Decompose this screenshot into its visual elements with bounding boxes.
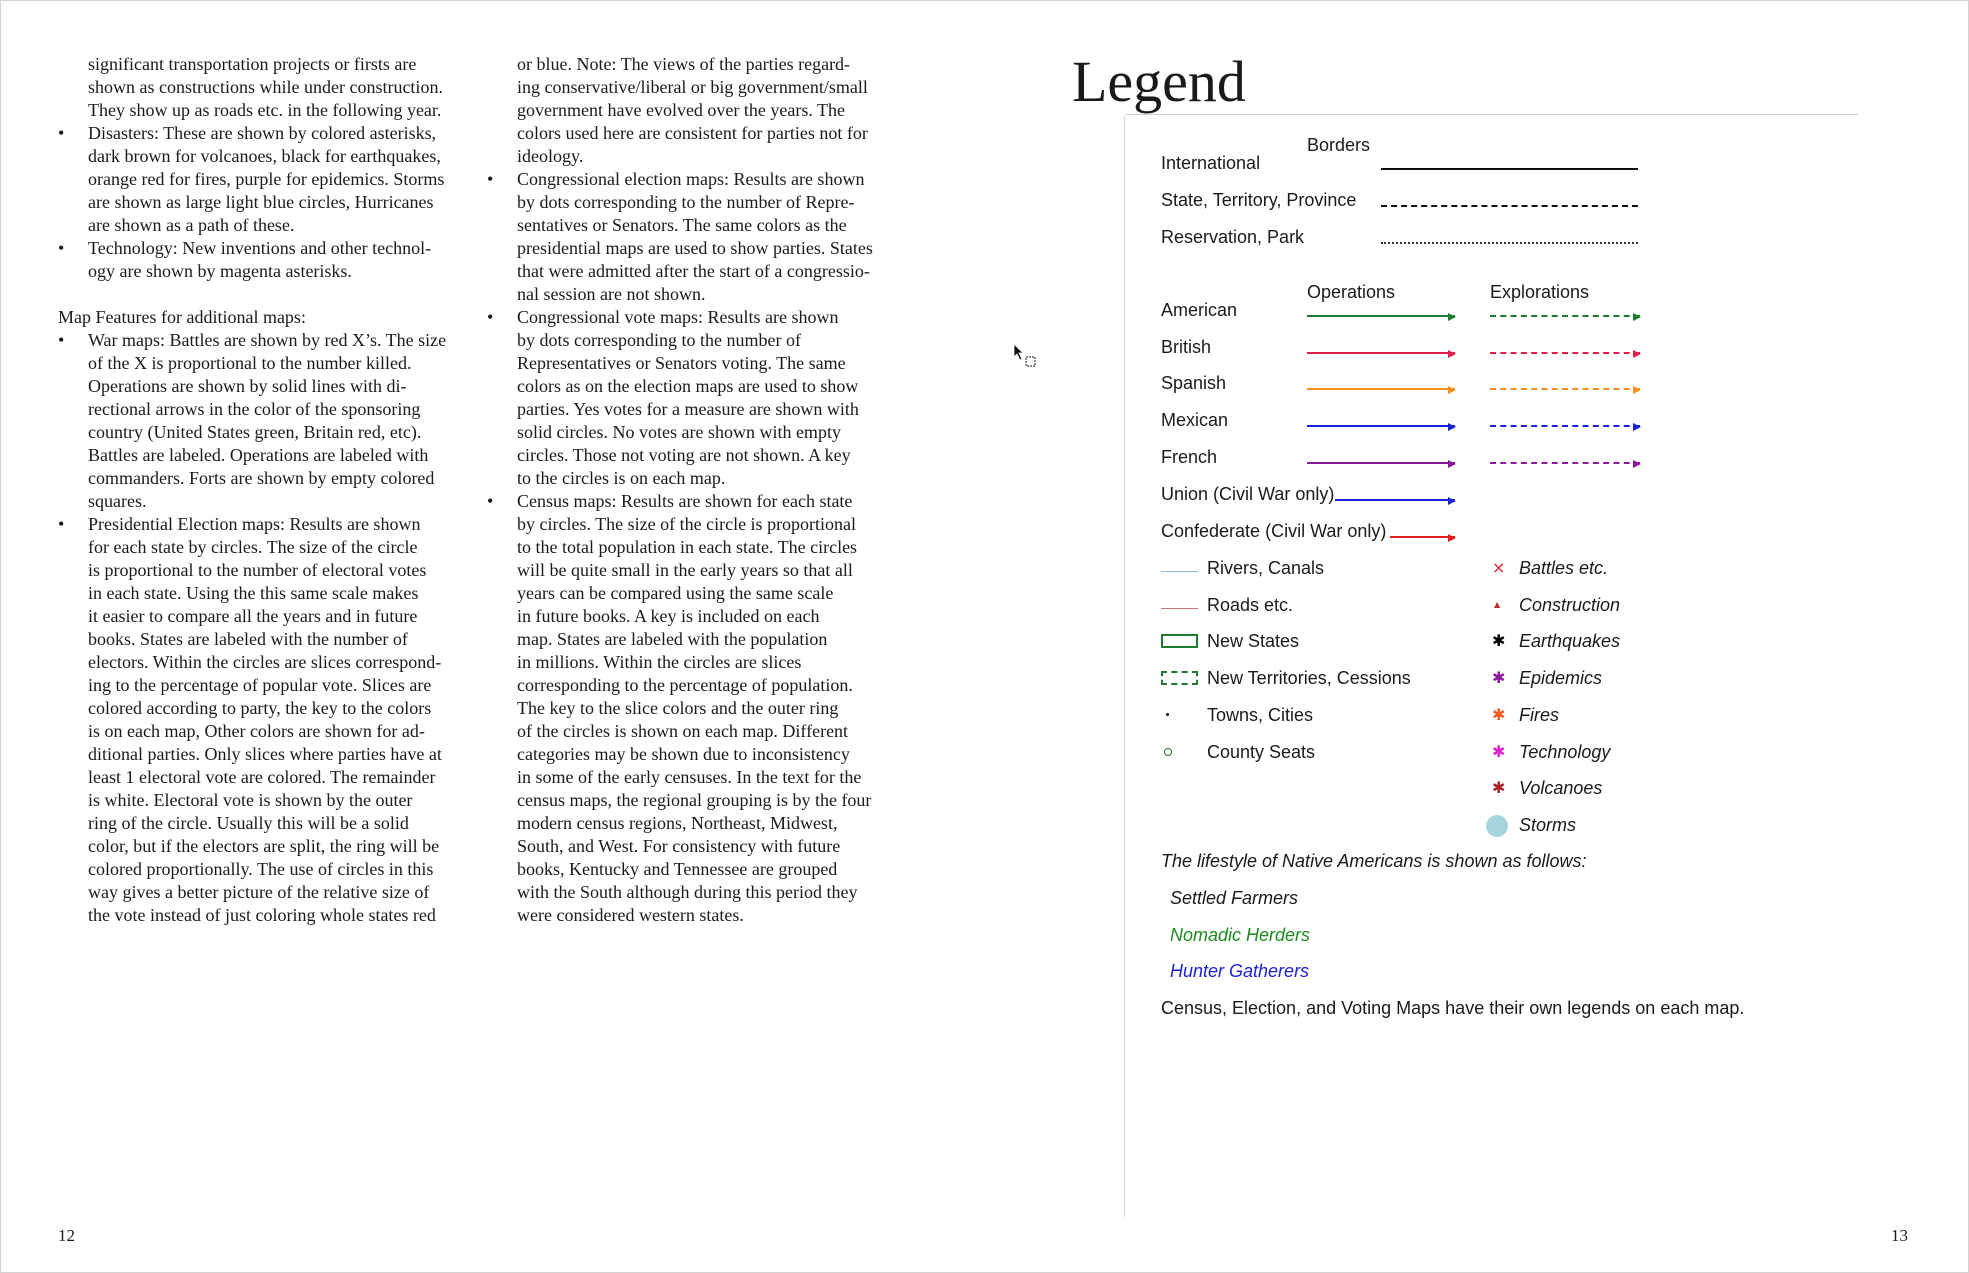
border-label: International [1161,153,1261,173]
country-label: British [1161,336,1212,357]
middle-bullets [487,168,902,927]
text-line: nal session are not shown. [517,284,706,304]
text-line: the vote instead of just coloring whole states red [88,905,436,925]
country-label: French [1161,446,1218,467]
text-line: commanders. Forts are shown by empty colored [88,468,435,488]
bullet-item [58,237,473,283]
text-line: country (United States green, Britain red, etc). [88,422,422,442]
text-line: for each state by circles. The size of the circle [88,537,418,557]
mouse-pointer-icon [1013,343,1041,371]
text-line: • Disasters: These are shown by colored asterisks, [88,123,437,143]
text-line: ring of the circle. Usually this will be a solid [88,813,409,833]
text-line: by circles. The size of the circle is proportional [517,514,857,534]
text-line: government have evolved over the years. The [517,100,846,120]
text-line: ditional parties. Only slices where parties have at [88,744,442,764]
text-line: with the South although during this period they [517,882,858,902]
town-dot-icon [1166,713,1169,716]
operation-arrow [1307,315,1455,317]
bullet-item [487,490,902,927]
feature-label: County Seats [1207,741,1316,762]
exploration-arrow [1490,315,1640,317]
event-label: Volcanoes [1519,778,1603,799]
text-line: categories may be shown due to inconsistency [517,744,850,764]
native-lifestyle-label: Nomadic Herders [1170,924,1311,945]
exploration-arrow [1490,352,1640,354]
text-line: is proportional to the number of electoral votes [88,560,427,580]
operation-arrow [1307,352,1455,354]
text-line: Battles are labeled. Operations are labeled with [88,445,429,465]
text-line: map. States are labeled with the population [517,629,828,649]
river-line-icon [1161,571,1198,572]
text-line: significant transportation projects or firsts are [88,54,417,74]
native-lifestyle-label: Settled Farmers [1170,888,1299,908]
text-line: • Congressional vote maps: Results are shown [517,307,839,327]
text-line: colors used here are consistent for parties not for [517,123,868,143]
text-line: • Technology: New inventions and other technol- [88,238,432,258]
new-territory-box-icon [1161,671,1198,685]
border-dotted-line [1381,242,1638,244]
operation-arrow [1307,462,1455,464]
new-state-box-icon [1161,634,1198,648]
text-line: least 1 electoral vote are colored. The remainder [88,767,436,787]
text-line: years can be compared using the same scale [517,583,834,603]
text-line: is on each map, Other colors are shown for ad- [88,721,425,741]
text-line: books. States are labeled with the number of [88,629,408,649]
civil-war-arrow [1390,536,1455,538]
text-line: are shown as a path of these. [88,215,295,235]
text-line: way gives a better picture of the relative size of [88,882,430,902]
text-line: • War maps: Battles are shown by red X’s. The size [88,330,447,350]
text-line: solid circles. No votes are shown with empty [517,422,841,442]
text-line: that were admitted after the start of a congressio- [517,261,870,281]
operation-arrow [1307,388,1455,390]
exploration-arrow [1490,425,1640,427]
technology-asterisk-icon: ✱ [1492,741,1506,761]
border-solid-line [1381,168,1638,170]
legend-title: Legend [1072,49,1246,114]
text-line: to the total population in each state. The circles [517,537,858,557]
left-bullets-top [58,122,473,283]
event-label: Earthquakes [1519,631,1621,652]
feature-label: New Territories, Cessions [1207,668,1411,689]
explorations-heading: Explorations [1490,282,1590,302]
fire-asterisk-icon: ✱ [1492,704,1506,724]
text-line: circles. Those not voting are not shown. A key [517,445,851,465]
text-line: ing conservative/liberal or big government/small [517,77,868,97]
left-intro-paragraph [58,53,473,122]
text-line: is white. Electoral vote is shown by the outer [88,790,413,810]
text-line: in some of the early censuses. In the text for the [517,767,862,787]
text-line: census maps, the regional grouping is by the four [517,790,872,810]
text-line: ogy are shown by magenta asterisks. [88,261,352,281]
page-number-right: 13 [1891,1226,1908,1245]
volcano-asterisk-icon: ✱ [1492,778,1506,798]
text-line: Operations are shown by solid lines with di- [88,376,407,396]
feature-label: Rivers, Canals [1207,558,1325,578]
road-line-icon [1161,608,1198,609]
page-gutter-line [1124,116,1125,1217]
text-line: sentatives or Senators. The same colors as the [517,215,847,235]
bullet-item [487,306,902,490]
text-line: ing to the percentage of popular vote. Slices are [88,675,432,695]
text-line: colors as on the election maps are used to show [517,376,859,396]
left-text-column [58,53,473,927]
text-line: color, but if the electors are split, the ring will be [88,836,440,856]
operation-arrow [1307,425,1455,427]
text-line: in future books. A key is included on each [517,606,820,626]
earthquake-asterisk-icon: ✱ [1492,631,1506,651]
text-line: books, Kentucky and Tennessee are grouped [517,859,838,879]
text-line: are shown as large light blue circles, Hurricanes [88,192,434,212]
text-line: in millions. Within the circles are slices [517,652,802,672]
text-line: They show up as roads etc. in the following year. [88,100,442,120]
text-line: • Congressional election maps: Results are shown [517,169,865,189]
text-line: colored according to party, the key to the colors [88,698,432,718]
text-line: electors. Within the circles are slices correspond- [88,652,442,672]
bullet-item [58,122,473,237]
text-line: • Census maps: Results are shown for each state [517,491,853,511]
event-label: Battles etc. [1519,558,1609,578]
text-line: will be quite small in the early years so that all [517,560,853,580]
left-bullets-bottom [58,329,473,927]
feature-label: Towns, Cities [1207,704,1314,725]
text-line: by dots corresponding to the number of [517,330,801,350]
text-line: shown as constructions while under construction. [88,77,443,97]
text-line: were considered western states. [517,905,744,925]
storm-circle-icon [1486,815,1508,837]
native-lifestyle-label: Hunter Gatherers [1170,961,1310,982]
feature-label: New States [1207,631,1300,652]
country-label: American [1161,300,1238,320]
page-number-left: 12 [58,1226,75,1245]
text-line: of the circles is shown on each map. Different [517,721,849,741]
middle-text-column [487,53,902,927]
border-dashed-line [1381,205,1638,207]
text-line: of the X is proportional to the number killed. [88,353,412,373]
country-label: Spanish [1161,373,1227,394]
exploration-arrow [1490,388,1640,390]
border-label: Reservation, Park [1161,227,1305,247]
text-line: ideology. [517,146,584,166]
construction-triangle-icon: ▲ [1494,599,1501,609]
text-line: • Presidential Election maps: Results are shown [88,514,421,534]
event-label: Technology [1519,741,1611,762]
text-line: it easier to compare all the years and in future [88,606,418,626]
bullet-item [58,329,473,513]
bullet-item [487,168,902,306]
section-heading: Map Features for additional maps: [58,307,306,327]
civil-war-label: Union (Civil War only) [1161,484,1335,504]
bullet-item [58,513,473,927]
text-line: by dots corresponding to the number of Repre- [517,192,855,212]
operations-heading: Operations [1307,282,1396,302]
middle-intro-paragraph [487,53,902,168]
text-line: rectional arrows in the color of the sponsoring [88,399,421,419]
border-label: State, Territory, Province [1161,190,1357,210]
feature-label: Roads etc. [1207,594,1294,615]
event-label: Storms [1519,814,1577,835]
text-line: or blue. Note: The views of the parties regard- [517,54,851,74]
legend-footer-note: Census, Election, and Voting Maps have their own legends on each map. [1161,998,1745,1018]
battle-x-icon: × [1492,558,1506,577]
legend-title-rule [1126,114,1858,115]
text-line: parties. Yes votes for a measure are shown with [517,399,859,419]
native-intro: The lifestyle of Native Americans is shown as follows: [1161,851,1587,871]
text-line: modern census regions, Northeast, Midwest, [517,813,838,833]
borders-heading: Borders [1307,135,1371,155]
country-label: Mexican [1161,410,1229,431]
event-label: Epidemics [1519,668,1603,689]
text-line: dark brown for volcanoes, black for earthquakes, [88,146,441,166]
county-seat-circle-icon [1164,748,1172,756]
text-line: squares. [88,491,147,511]
text-line: Representatives or Senators voting. The same [517,353,846,373]
text-line: orange red for fires, purple for epidemics. Storms [88,169,445,189]
civil-war-arrow [1335,499,1455,501]
epidemic-asterisk-icon: ✱ [1492,668,1506,688]
text-line: The key to the slice colors and the outer ring [517,698,839,718]
text-line: colored proportionally. The use of circles in this [88,859,434,879]
civil-war-label: Confederate (Civil War only) [1161,520,1387,541]
event-label: Fires [1519,704,1559,725]
text-line: South, and West. For consistency with future [517,836,841,856]
text-line: to the circles is on each map. [517,468,726,488]
text-line: corresponding to the percentage of population. [517,675,853,695]
event-label: Construction [1519,594,1621,615]
exploration-arrow [1490,462,1640,464]
text-line: presidential maps are used to show parties. States [517,238,873,258]
text-line: in each state. Using the this same scale makes [88,583,419,603]
